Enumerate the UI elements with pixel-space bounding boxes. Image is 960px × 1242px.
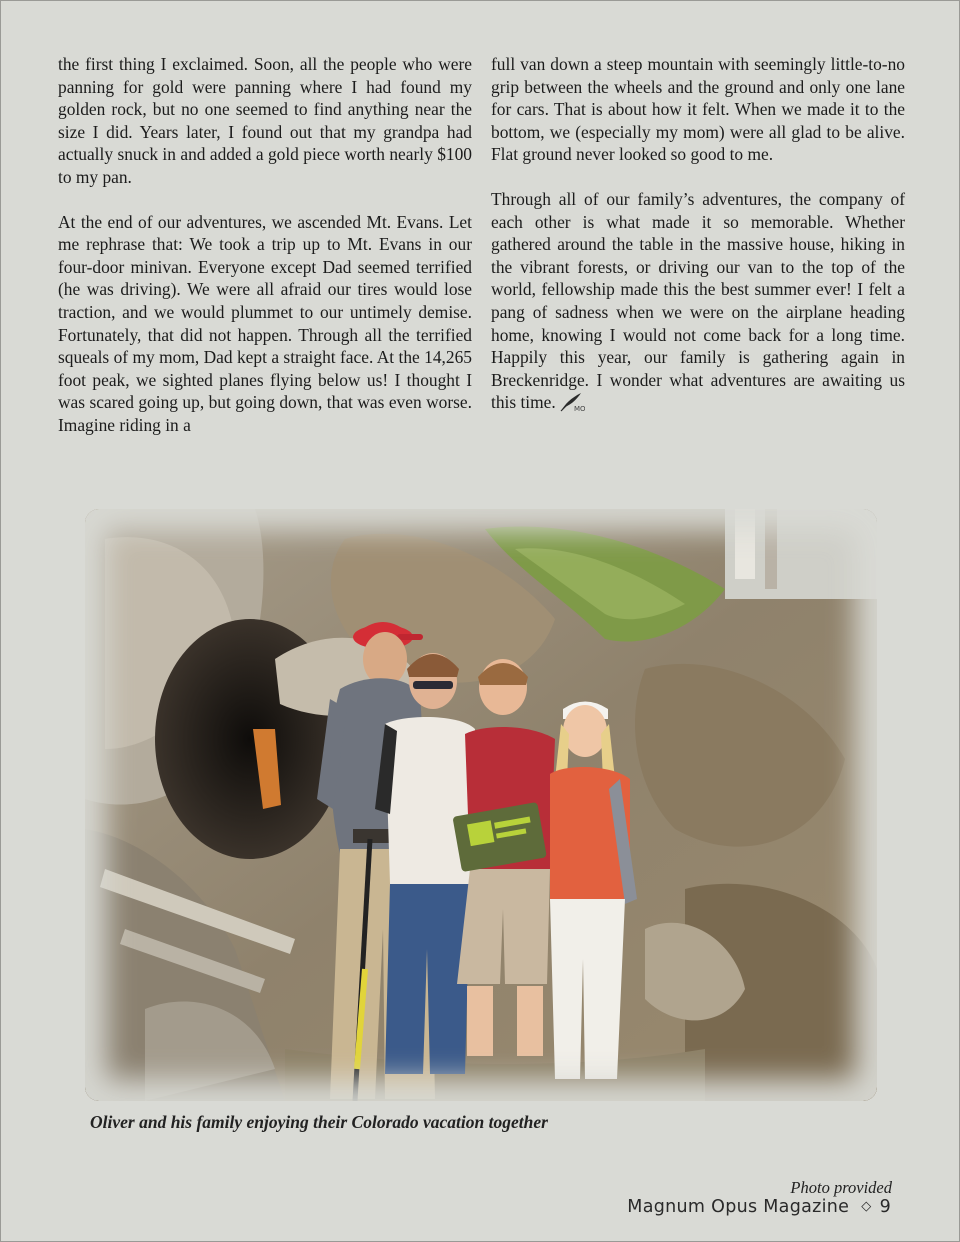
photo-caption: Oliver and his family enjoying their Colorado vacation together [90,1112,548,1132]
paragraph: full van down a steep mountain with seemingly little-to-no grip between the wheels and the ground and only one lane for cars. That is about how it felt. When we made it to the bottom, we (especially my mom) were all glad to be alive. Flat ground never looked so good to me. [491,54,905,165]
quill-pen-icon [559,392,585,412]
paragraph-final [491,188,905,414]
paragraph: At the end of our adventures, we ascended Mt. Evans. Let me rephrase that: We took a trip up to Mt. Evans in our four-door minivan. Everyone except Dad seemed terrified (he was driving). We were all afraid our tires would lose traction, and we would plummet to our untimely demise. Fortunately, that did not happen. Through all the terrified squeals of my mom, Dad kept a straight face. At the 14,265 foot peak, we sighted planes flying below us! I thought I was scared going up, but going down, that was even worse. Imagine riding in a [58,211,472,435]
photo-credit: Photo provided [790,1178,892,1197]
page-number: 9 [879,1197,891,1217]
family-photo [85,509,877,1101]
left-column [58,53,472,437]
right-column [491,53,905,437]
page-footer [627,1197,891,1217]
article-columns [58,53,905,437]
magazine-name: Magnum Opus Magazine [627,1197,850,1217]
paragraph: the first thing I exclaimed. Soon, all the people who were panning for gold were panning where I had found my golden rock, but no one seemed to find anything near the size I did. Years later, I found out that my grandpa had actually snuck in and added a gold piece worth nearly $100 to my pan. [58,54,472,187]
paragraph-text: Through all of our family’s adventures, the company of each other is what made it so memorable. Whether gathered around the table in the massive house, hiking in the vibrant forests, or driving our van to the top of the world, fellowship made this the best summer ever! I felt a pang of sadness when we were on the airplane heading home, knowing I would not come back for a long time. Happily this year, our family is gathering again in Breckenridge. I wonder what adventures are awaiting us this time. [491,188,905,413]
svg-text:MO: MO [573,405,585,413]
footer-separator: ◇ [861,1199,872,1214]
